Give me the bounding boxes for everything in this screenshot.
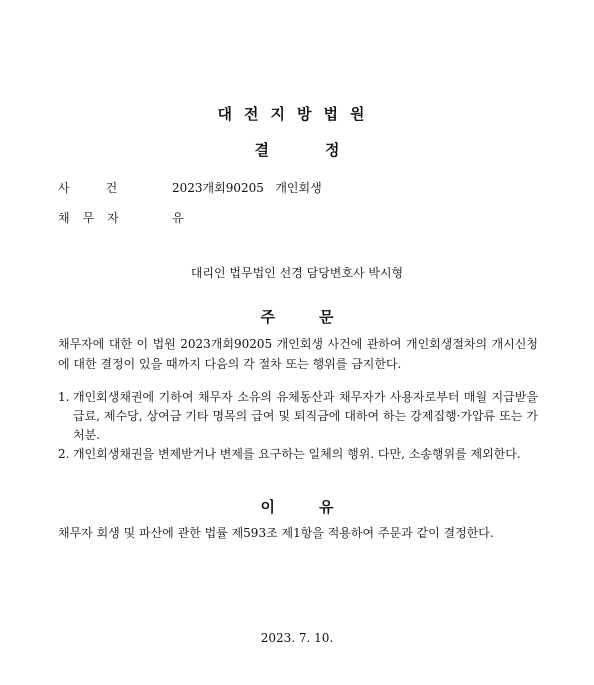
court-name: 대전지방법원: [217, 105, 377, 123]
document-type-char-1: 결: [254, 141, 269, 159]
case-label: 사건: [58, 181, 154, 195]
case-row: [58, 179, 322, 196]
document-type-title: [0, 139, 594, 160]
list-item-text: 개인회생채권을 변제받거나 변제를 요구하는 일체의 행위. 다만, 소송행위를 제외한다.: [73, 447, 521, 461]
reason-heading: [0, 496, 594, 517]
list-item-text: 개인회생채권에 기하여 채무자 소유의 유체동산과 채무자가 사용자로부터 매월 지급받을 급료, 제수당, 상여금 기타 명목의 급여 및 퇴직금에 대하여 하는 강제집행·가압류 또는 가처분.: [73, 390, 538, 442]
list-item-number: 1.: [58, 390, 70, 404]
list-item: [58, 445, 538, 464]
order-heading: [0, 306, 594, 327]
prohibited-acts-list: [58, 388, 538, 464]
reason-heading-char-1: 이: [260, 498, 275, 516]
order-intro-paragraph: 채무자에 대한 이 법원 2023개회90205 개인회생 사건에 관하여 개인회생절차의 개시신청에 대한 결정이 있을 때까지 다음의 각 절차 또는 행위를 금지한다.: [58, 337, 538, 371]
debtor-label: 채무자: [58, 211, 132, 225]
reason-heading-char-2: 유: [319, 498, 334, 516]
legal-agent: 대리인 법무법인 선경 담당변호사 박시형: [190, 266, 404, 280]
reason-paragraph: 채무자 회생 및 파산에 관한 법률 제593조 제1항을 적용하여 주문과 같이 결정한다.: [58, 526, 494, 540]
debtor-row: [58, 209, 184, 226]
order-heading-char-1: 주: [260, 308, 275, 326]
debtor-value: 유: [172, 211, 184, 225]
decision-date: 2023. 7. 10.: [260, 631, 334, 645]
document-type-char-2: 정: [325, 141, 340, 159]
list-item: [58, 388, 538, 445]
list-item-number: 2.: [58, 447, 70, 461]
case-value: 2023개회90205 개인회생: [172, 181, 322, 195]
order-heading-char-2: 문: [319, 308, 334, 326]
